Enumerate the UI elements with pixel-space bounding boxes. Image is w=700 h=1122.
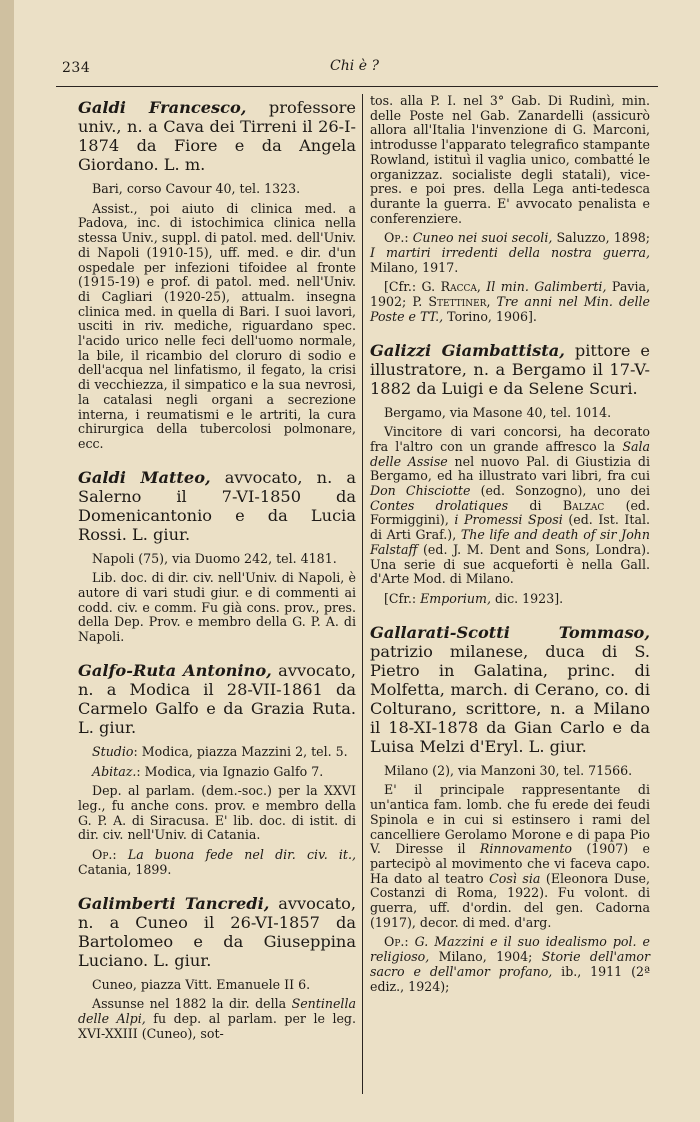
entry-name: Galdi Francesco, bbox=[78, 98, 247, 117]
entry-galizzi-giambattista bbox=[370, 341, 650, 607]
entry-galdi-matteo bbox=[78, 468, 356, 645]
bio-text: (1907) e partecipò al movimento che vi faceva capo. Ha dato al teatro bbox=[370, 841, 651, 886]
ref-title: Il min. Galimberti, bbox=[480, 279, 607, 295]
bio-text: (ed. Sonzogno), uno dei bbox=[470, 483, 650, 499]
entry-biography: Assist., poi aiuto di clinica med. a Padova, inc. di istochimica clinica nella stessa Univ., suppl. di patol. med. dell'Univ. di Napoli (1910-15), uff. med. e dir. d'un ospedale per infezioni tifoidee al fronte (1915-19) e prof. di patol. med. nell'Univ. di Cagliari (1920-25), attualm. insegna clinica med. in quella di Bari. I suoi lavori, usciti in riv. mediche, riguardano spec. l'acido urico nelle feci dell'uomo normale, la bile, il ricambio del cloruro di sodio e dell'acqua nel linfatismo, il fegato, la crisi di vecchiezza, il simpatico e la sua nevrosi, la catalasi negli organi a secrezione interna, i reumatismi e le artriti, la cura chirurgica della tubercolosi polmonare, ecc. bbox=[78, 200, 356, 451]
bio-text: Assunse nel 1882 la dir. della bbox=[92, 996, 292, 1012]
entry-home-address bbox=[78, 765, 356, 780]
bio-text: Vincitore di vari concorsi, ha decorato fra l'altro con un grande affresco la bbox=[370, 424, 650, 454]
entry-biography bbox=[370, 783, 650, 930]
entry-address: Cuneo, piazza Vitt. Emanuele II 6. bbox=[92, 976, 311, 992]
header-rule bbox=[56, 86, 658, 87]
work-details: ib., 1911 (2ª ediz., 1924); bbox=[370, 963, 650, 994]
ref-text: Torino, 1906]. bbox=[443, 308, 537, 324]
studio-label: Studio bbox=[92, 743, 134, 759]
works-label: Op.: bbox=[92, 847, 117, 863]
entry-references bbox=[370, 592, 650, 607]
entry-biography bbox=[78, 997, 356, 1041]
left-column bbox=[78, 94, 356, 1057]
entry-name: Galizzi Giambattista, bbox=[370, 340, 565, 360]
entry-title: avvocato, n. a Modica il 28-VII-1861 da Carmelo Galfo e da Grazia Ruta. L. giur. bbox=[78, 660, 356, 737]
ref-text: [Cfr.: G. bbox=[384, 279, 441, 295]
entry-works bbox=[370, 231, 650, 275]
entry-biography bbox=[370, 425, 650, 587]
work-title: Cuneo nei suoi secoli, bbox=[408, 230, 553, 246]
entry-title: avvocato, n. a Cuneo il 26-VI-1857 da Bartolomeo e da Giuseppina Luciano. L. giur. bbox=[78, 893, 356, 970]
bio-work: Così sia bbox=[489, 870, 541, 886]
entry-references bbox=[370, 280, 650, 324]
entry-galdi-francesco bbox=[78, 98, 356, 452]
right-column bbox=[370, 94, 650, 1010]
column-divider bbox=[362, 94, 363, 1094]
bio-work: Rinnovamento bbox=[479, 841, 573, 857]
entry-gallarati-scotti-tommaso bbox=[370, 623, 650, 995]
work-title: Storie dell'amor sacro e dell'amor profano, bbox=[370, 949, 650, 979]
entry-name: Galimberti Tancredi, bbox=[78, 893, 270, 913]
entry-galimberti-tancredi bbox=[78, 894, 356, 1042]
entry-title: pittore e illustratore, n. a Bergamo il 17-V-1882 da Luigi e da Selene Scuri. bbox=[370, 340, 651, 398]
ref-text: Pavia, 1902; P. bbox=[370, 279, 650, 310]
ref-text: [Cfr.: bbox=[384, 590, 421, 606]
abitaz-label: Abitaz. bbox=[92, 763, 137, 779]
entry-headword bbox=[78, 661, 356, 737]
running-title: Chi è ? bbox=[330, 58, 379, 74]
entry-headword bbox=[78, 894, 356, 970]
ref-title: Tre anni nel Min. delle Poste e TT., bbox=[370, 294, 650, 324]
works-label: Op.: bbox=[384, 934, 409, 950]
entry-works bbox=[370, 935, 650, 994]
bio-text: nel nuovo Pal. di Giustizia di Bergamo, ed ha illustrato vari libri, fra cui bbox=[370, 453, 650, 484]
bio-work: Sentinella delle Alpi, bbox=[78, 996, 356, 1026]
bio-text: E' il principale rappresentante di un'antica fam. lomb. che fu erede dei feudi Spinola e in cui si estinsero i rami del cancelliere Gerolamo Morone e di papa Pio V. Diresse il bbox=[370, 782, 650, 857]
work-details: Catania, 1899. bbox=[78, 861, 172, 877]
entry-studio-address bbox=[78, 745, 356, 760]
entry-address: Bergamo, via Masone 40, tel. 1014. bbox=[384, 404, 612, 420]
bio-text: (ed. Ist. Ital. di Arti Graf.), bbox=[370, 512, 650, 543]
bio-work: i Promessi Sposi bbox=[454, 512, 563, 528]
entry-address: Bari, corso Cavour 40, tel. 1323. bbox=[92, 181, 301, 196]
bio-text: fu dep. al parlam. per le leg. XVI-XXIII (Cuneo), sot- bbox=[78, 1010, 357, 1041]
ref-text: dic. 1923]. bbox=[491, 590, 564, 606]
entry-biography: Dep. al parlam. (dem.-soc.) per la XXVI leg., fu anche cons. prov. e membro della G. P. A. di Siracusa. E' lib. doc. di istit. di dir. civ. nell'Univ. di Catania. bbox=[78, 783, 356, 843]
entry-galimberti-continued bbox=[370, 94, 650, 325]
work-title: G. Mazzini e il suo idealismo pol. e religioso, bbox=[370, 934, 650, 965]
bio-text: (ed. Formiggini), bbox=[370, 497, 651, 528]
work-details: Milano, 1917. bbox=[370, 259, 459, 275]
ref-title: Emporium, bbox=[420, 590, 491, 606]
studio-text: : Modica, piazza Mazzini 2, tel. 5. bbox=[133, 743, 348, 759]
entry-title: patrizio milanese, duca di S. Pietro in Galatina, princ. di Molfetta, march. di Cerano, co. di Colturano, scrittore, n. a Milano il 18-XI-1878 da Gian Carlo e da Luisa Melzi d'Eryl. L. giur. bbox=[370, 641, 650, 756]
entry-name: Galdi Matteo, bbox=[78, 467, 211, 487]
entry-headword bbox=[78, 98, 356, 174]
entry-title: professore univ., n. a Cava dei Tirreni il 26-I-1874 da Fiore e da Angela Giordano. L. m. bbox=[78, 98, 356, 174]
entry-name: Gallarati-Scotti Tommaso, bbox=[370, 622, 650, 642]
bio-text: (ed. J. M. Dent and Sons, Londra). Una serie di sue acqueforti è nella Gall. d'Arte Mod. di Milano. bbox=[370, 541, 650, 587]
entry-title: avvocato, n. a Salerno il 7-VI-1850 da Domenicantonio e da Lucia Rossi. L. giur. bbox=[78, 467, 356, 544]
entry-headword bbox=[78, 468, 356, 544]
entry-headword bbox=[370, 623, 650, 756]
work-title: I martiri irredenti della nostra guerra, bbox=[370, 245, 650, 261]
entry-address: Milano (2), via Manzoni 30, tel. 71566. bbox=[384, 762, 633, 778]
works-label: Op.: bbox=[384, 230, 409, 246]
page-number: 234 bbox=[62, 60, 91, 76]
work-details: Milano, 1904; bbox=[429, 949, 533, 965]
work-title: La buona fede nel dir. civ. it., bbox=[116, 847, 356, 863]
abitaz-text: : Modica, via Ignazio Galfo 7. bbox=[136, 763, 324, 779]
page-header bbox=[62, 56, 647, 82]
entry-biography: Lib. doc. di dir. civ. nell'Univ. di Napoli, è autore di vari studi giur. e di commenti ai codd. civ. e comm. Fu già cons. prov., pres. della Dep. Prov. e membro della G. P. A. di Napoli. bbox=[78, 570, 356, 645]
entry-works bbox=[78, 848, 356, 877]
bio-text: (Eleonora Duse, Costanzi di Roma, 1922). Fu volont. di guerra, uff. d'ordin. del gen. Cadorna (1917), decor. di med. d'arg. bbox=[370, 870, 650, 930]
ref-author: Racca, bbox=[440, 279, 481, 295]
entry-name: Galfo-Ruta Antonino, bbox=[78, 660, 272, 680]
work-details: Saluzzo, 1898; bbox=[552, 230, 650, 246]
entry-address: Napoli (75), via Duomo 242, tel. 4181. bbox=[92, 550, 337, 566]
bio-text: di bbox=[508, 497, 563, 513]
entry-biography-continued: tos. alla P. I. nel 3° Gab. Di Rudinì, min. delle Poste nel Gab. Zanardelli (assicurò allora all'Italia l'invenzione di G. Marconi, introdusse l'apparato telegrafico stampante Rowland, istituì il vaglia unico, combatté le organizzaz. socialiste degli statali), vice-pres. e poi pres. della Lega anti-tedesca durante la guerra. E' avvocato penalista e conferenziere. bbox=[370, 93, 650, 226]
ref-author: Stettiner, bbox=[428, 294, 491, 310]
bio-work: Don Chisciotte bbox=[370, 483, 471, 499]
bio-author: Balzac bbox=[562, 497, 605, 513]
entry-galfo-ruta-antonino bbox=[78, 661, 356, 878]
bio-work: Sala delle Assise bbox=[370, 438, 650, 469]
bio-work: The life and death of sir John Falstaff bbox=[370, 527, 650, 557]
page-binding-edge bbox=[0, 0, 14, 1122]
entry-headword bbox=[370, 341, 650, 398]
bio-work: Contes drolatiques bbox=[370, 497, 509, 513]
